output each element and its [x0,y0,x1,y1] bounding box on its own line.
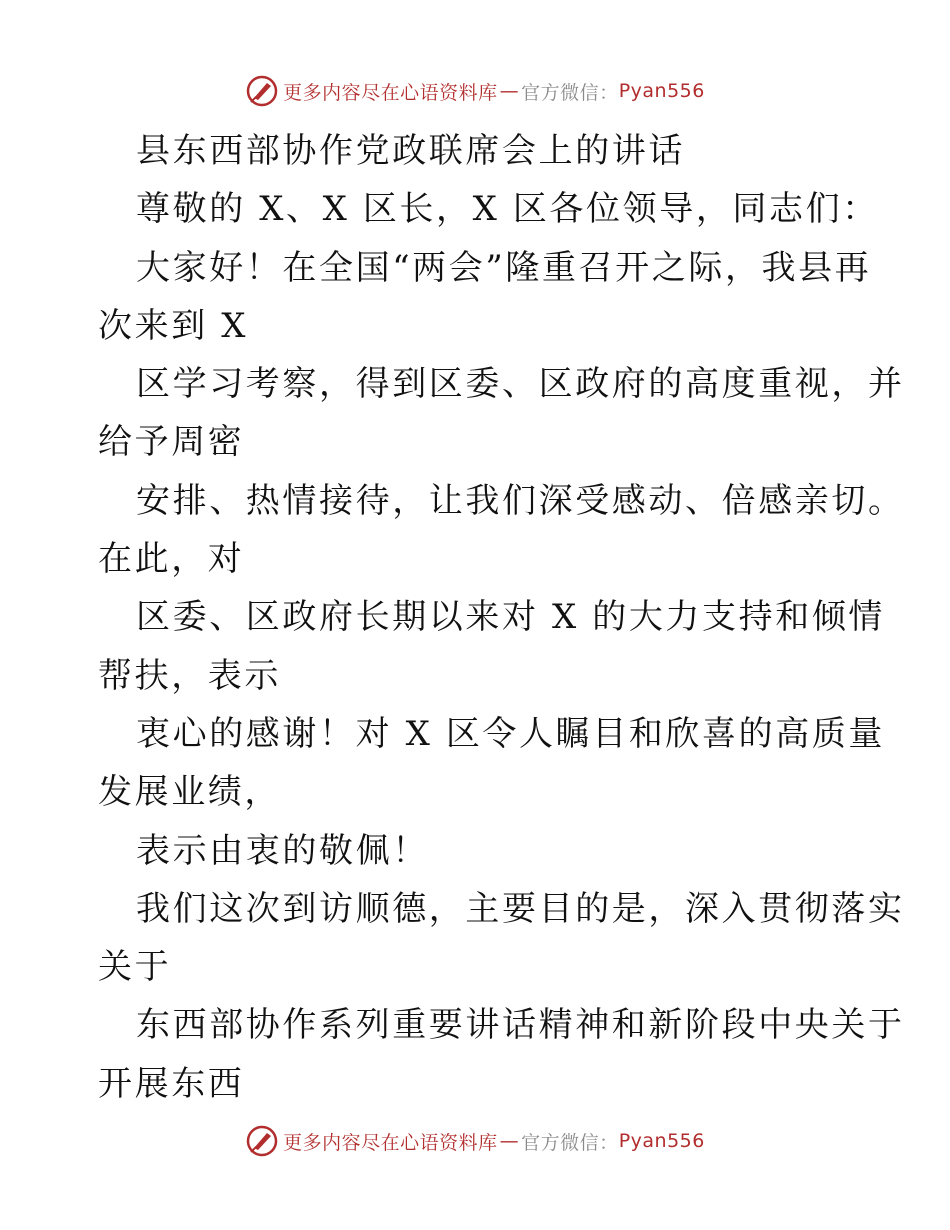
paragraph-line: 关于 [98,947,172,988]
paragraph-line: 表示由衷的敬佩！ [136,830,429,871]
paragraph-line: 给予周密 [98,422,245,463]
watermark-wechat-id: Pyan556 [618,1130,705,1152]
watermark-dash: — [499,80,520,102]
paragraph-line: 衷心的感谢！对 X 区令人瞩目和欣喜的高质量 [136,713,886,754]
watermark-wechat-label: 官方微信： [521,1131,619,1154]
paragraph-line: 在此，对 [98,539,245,580]
paragraph-line: 次来到 X [98,305,249,346]
paragraph-line: 区委、区政府长期以来对 X 的大力支持和倾情 [136,597,886,638]
paragraph-line: 大家好！在全国“两会”隆重召开之际，我县再 [136,247,872,288]
watermark-header [0,71,950,111]
quill-logo-icon [245,1124,279,1158]
watermark-footer [0,1121,950,1161]
watermark-wechat-id: Pyan556 [618,80,705,102]
watermark-dash: — [499,1130,520,1152]
paragraph-line: 区学习考察，得到区委、区政府的高度重视，并 [136,364,905,405]
document-title: 县东西部协作党政联席会上的讲话 [136,131,685,171]
paragraph-line: 发展业绩， [98,772,281,813]
document-body [98,122,905,1113]
paragraph-line: 帮扶，表示 [98,655,281,696]
paragraph-line: 我们这次到访顺德，主要目的是，深入贯彻落实 [136,888,905,929]
paragraph-line: 东西部协作系列重要讲话精神和新阶段中央关于 [136,1005,905,1046]
salutation: 尊敬的 X、X 区长，X 区各位领导，同志们： [136,189,879,230]
paragraph-line: 安排、热情接待，让我们深受感动、倍感亲切。 [136,480,905,521]
watermark-wechat-label: 官方微信： [521,81,619,104]
watermark-brand: 更多内容尽在心语资料库 [283,81,498,104]
paragraph-line: 开展东西 [98,1063,245,1104]
watermark-brand: 更多内容尽在心语资料库 [283,1131,498,1154]
quill-logo-icon [245,74,279,108]
